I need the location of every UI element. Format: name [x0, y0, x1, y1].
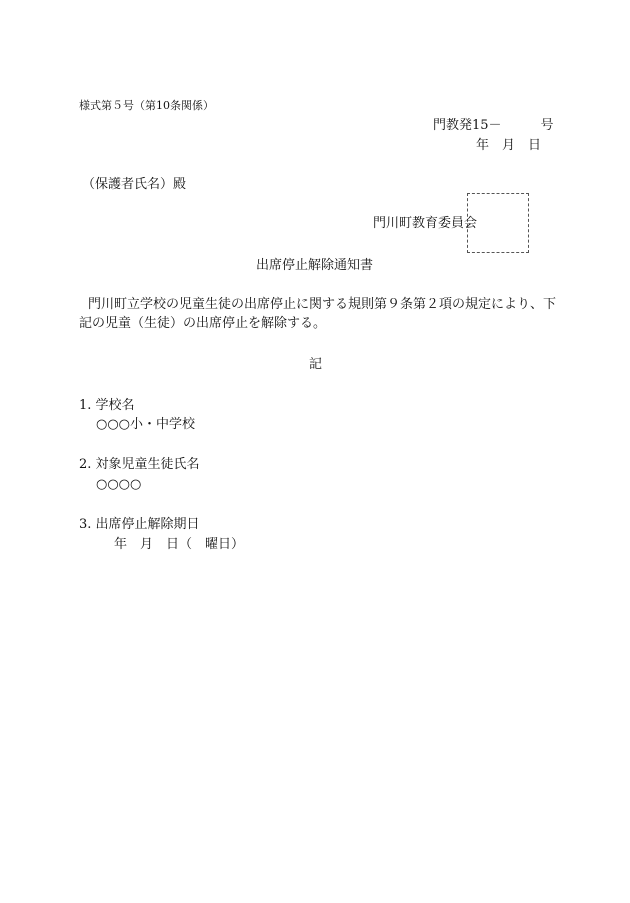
item-date-label: 3. 出席停止解除期日 [79, 517, 200, 532]
document-number: 門教発15－ 号 [433, 118, 554, 133]
form-label: 様式第５号（第10条関係） [79, 99, 214, 112]
item-student-label: 2. 対象児童生徒氏名 [79, 457, 200, 472]
ki-heading: 記 [309, 357, 323, 372]
body-line-2: 記の児童（生徒）の出席停止を解除する。 [79, 316, 327, 331]
item-student-value: ○○○○ [96, 477, 142, 492]
body-line-1: 門川町立学校の児童生徒の出席停止に関する規則第９条第２項の規定により、下 [88, 297, 557, 312]
document-title: 出席停止解除通知書 [256, 258, 374, 273]
date-line: 年 月 日 [476, 138, 542, 153]
addressee: （保護者氏名）殿 [82, 177, 187, 192]
item-school-value: ○○○小・中学校 [96, 417, 196, 432]
issuer: 門川町教育委員会 [373, 216, 478, 231]
item-school-label: 1. 学校名 [79, 398, 135, 413]
item-date-value: 年 月 日（ 曜日） [114, 537, 245, 552]
